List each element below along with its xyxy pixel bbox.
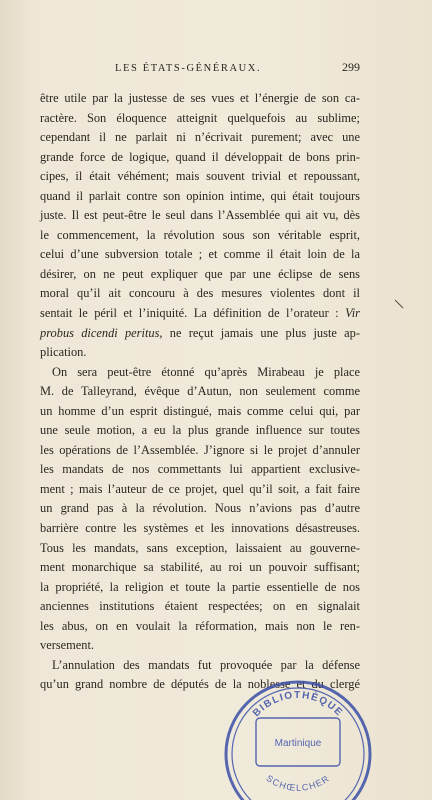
italic-phrase: probus dicendi peritus [40,325,160,340]
text-line: anciennes institutions étaient respectées; on en signalait [40,599,360,614]
text-line: barrière contre les systèmes et les innovations désastreuses. [40,521,360,536]
italic-phrase: Vir [345,306,360,321]
text-line: les abus, on en voulait la réformation, mais non le ren- [40,618,360,633]
stamp-top-text: BIBLIOTHÈQUE [250,689,346,720]
text-line: celui d’une subversion totale ; et comme il était loin de la [40,247,360,262]
text-line: grande force de logique, quand il développait de bons prin- [40,149,360,164]
running-head: LES ÉTATS-GÉNÉRAUX. [115,63,262,74]
text-line: moral qu’il ait concouru à des mesures violentes dont il [40,286,360,301]
text-line-with-italic [40,304,360,324]
svg-text:SCHŒLCHER [265,773,332,793]
text-line: un grand pas à la révolution. Nous n’avions pas d’autre [40,501,360,516]
text-line: juste. Il est peut-être le seul dans l’Assemblée qui ait vu, dès [40,208,360,223]
text-line: être utile par la justesse de ses vues et l’énergie de son ca- [40,91,360,105]
text-segment: sentait le péril et l’iniquité. La définition de l’orateur : [40,306,339,321]
body-text [40,89,360,695]
text-line: ment monarchique sa stabilité, au roi un pouvoir suffisant; [40,560,360,575]
text-line: le commencement, la révolution sous son véritable esprit, [40,227,360,242]
library-stamp [206,660,388,800]
text-segment: , ne reçut jamais une plus juste ap- [159,325,360,340]
text-line: cependant il ne parlait ni n’écrivait purement; avec une [40,130,360,145]
text-line: un homme d’un esprit distingué, mais comme celui qui, par [40,403,360,418]
text-line: quand il parlait contre son opinion intime, qui était toujours [40,188,360,203]
text-line: la propriété, la religion et toute la partie essentielle de nos [40,579,360,594]
page-header [115,60,360,75]
stamp-bottom-text: SCHŒLCHER [264,773,332,793]
text-line-with-italic [40,324,360,344]
text-line: plication. [40,345,87,360]
svg-text:BIBLIOTHÈQUE [251,690,345,719]
text-line: les opérations de l’Assemblée. J’ignore si le projet d’annuler [40,442,360,457]
text-line: ractère. Son éloquence atteignit quelquefois au sublime; [40,110,360,125]
text-line: L’annulation des mandats fut provoquée par la défense [52,657,360,672]
text-line: les mandats de nos commettants lui appartient exclusive- [40,462,360,477]
stamp-center-text: Martinique [274,738,322,749]
text-line: M. de Talleyrand, évêque d’Autun, non seulement comme [40,384,360,399]
text-line: une seule motion, a eu la plus grande influence sur toutes [40,423,360,438]
text-line: cipes, il était véhément; mais souvent trivial et repoussant, [40,169,360,184]
margin-mark-icon [393,298,405,310]
text-line: versement. [40,638,95,653]
text-line: qu’un grand nombre de députés de la noblesse et du clergé [40,677,360,692]
text-line: ment ; mais l’auteur de ce projet, quel qu’il soit, a fait faire [40,481,360,496]
text-line: Tous les mandats, sans exception, laissaient au gouverne- [40,540,360,555]
page-number: 299 [342,60,360,74]
text-line: On sera peut-être étonné qu’après Mirabeau je place [52,364,360,379]
text-line: désirer, on ne peut expliquer que par une éclipse de sens [40,266,360,281]
